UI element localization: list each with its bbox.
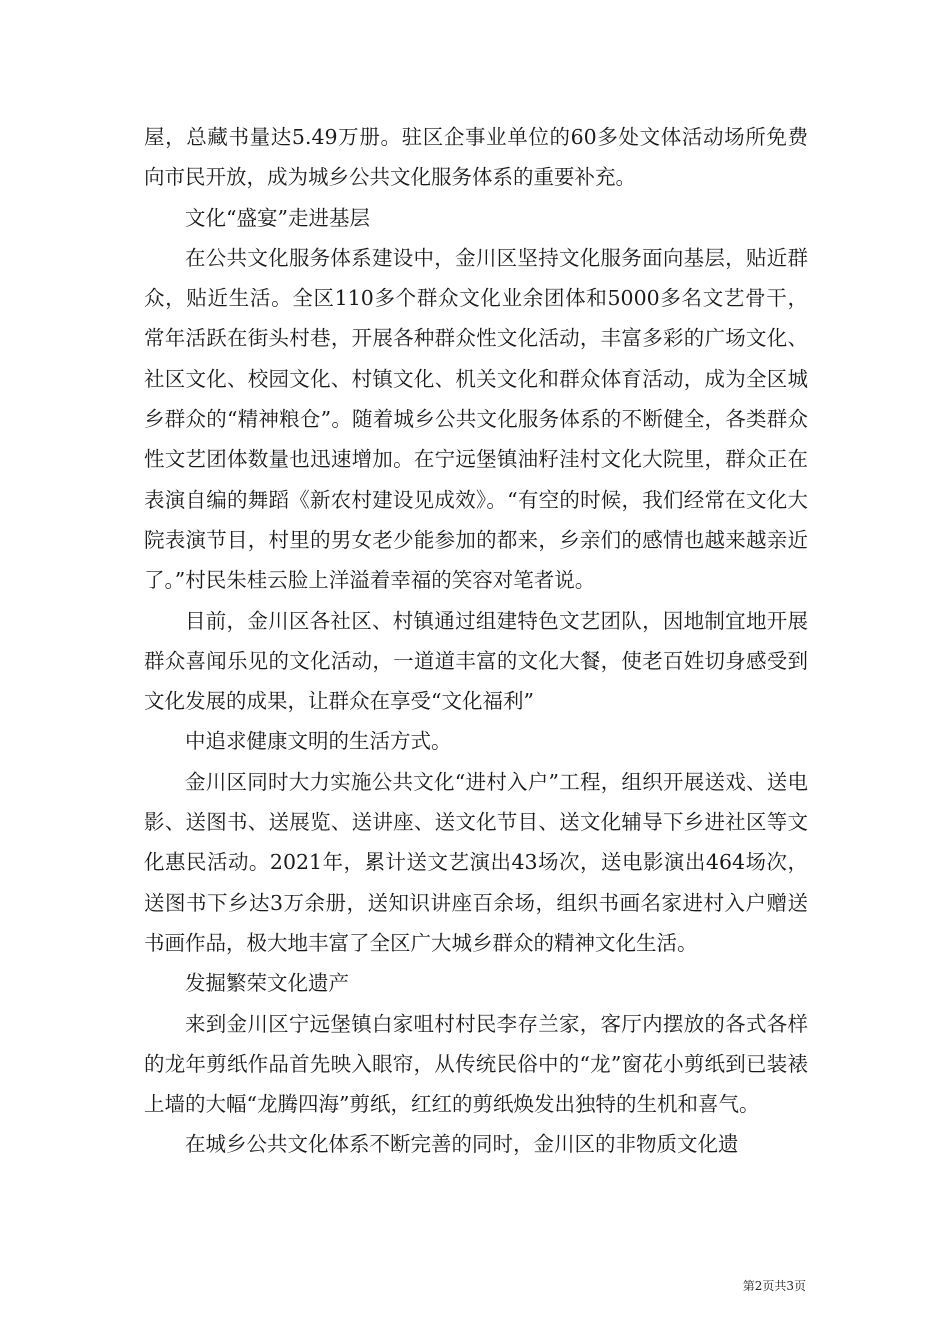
- section-heading: 发掘繁荣文化遗产: [185, 971, 349, 996]
- paragraph: 目前，金川区各社区、村镇通过组建特色文艺团队，因地制宜地开展群众喜闻乐见的文化活动，一道道丰富的文化大餐，使老百姓切身感受到文化发展的成果，让群众在享受“文化福利”: [144, 608, 808, 714]
- paragraph: 中追求健康文明的生活方式。: [185, 729, 452, 754]
- paragraph: 金川区同时大力实施公共文化“进村入户”工程，组织开展送戏、送电影、送图书、送展览、送讲座、送文化节目、送文化辅导下乡进社区等文化惠民活动。2021年，累计送文艺演出43场次，送电影演出464场次，送图书下乡达3万余册，送知识讲座百余场，组织书画名家进村入户赠送书画作品，极大地丰富了全区广大城乡群众的精神文化生活。: [144, 769, 808, 955]
- page-number: 第2页共3页: [742, 1279, 806, 1293]
- paragraph: 在城乡公共文化体系不断完善的同时，金川区的非物质文化遗: [185, 1132, 739, 1157]
- paragraph: 来到金川区宁远堡镇白家咀村村民李存兰家，客厅内摆放的各式各样的龙年剪纸作品首先映入眼帘，从传统民俗中的“龙”窗花小剪纸到已装裱上墙的大幅“龙腾四海”剪纸，红红的剪纸焕发出独特的生机和喜气。: [144, 1011, 808, 1117]
- document-body: [144, 117, 808, 1165]
- paragraph: 在公共文化服务体系建设中，金川区坚持文化服务面向基层，贴近群众，贴近生活。全区110多个群众文化业余团体和5000多名文艺骨干，常年活跃在街头村巷，开展各种群众性文化活动，丰富多彩的广场文化、社区文化、校园文化、村镇文化、机关文化和群众体育活动，成为全区城乡群众的“精神粮仓”。随着城乡公共文化服务体系的不断健全，各类群众性文艺团体数量也迅速增加。在宁远堡镇油籽洼村文化大院里，群众正在表演自编的舞蹈《新农村建设见成效》。“有空的时候，我们经常在文化大院表演节目，村里的男女老少能参加的都来，乡亲们的感情也越来越亲近了。”村民朱桂云脸上洋溢着幸福的笑容对笔者说。: [144, 245, 808, 593]
- section-heading: 文化“盛宴”走进基层: [185, 205, 370, 230]
- paragraph: 屋，总藏书量达5.49万册。驻区企事业单位的60多处文体活动场所免费向市民开放，成为城乡公共文化服务体系的重要补充。: [144, 125, 808, 190]
